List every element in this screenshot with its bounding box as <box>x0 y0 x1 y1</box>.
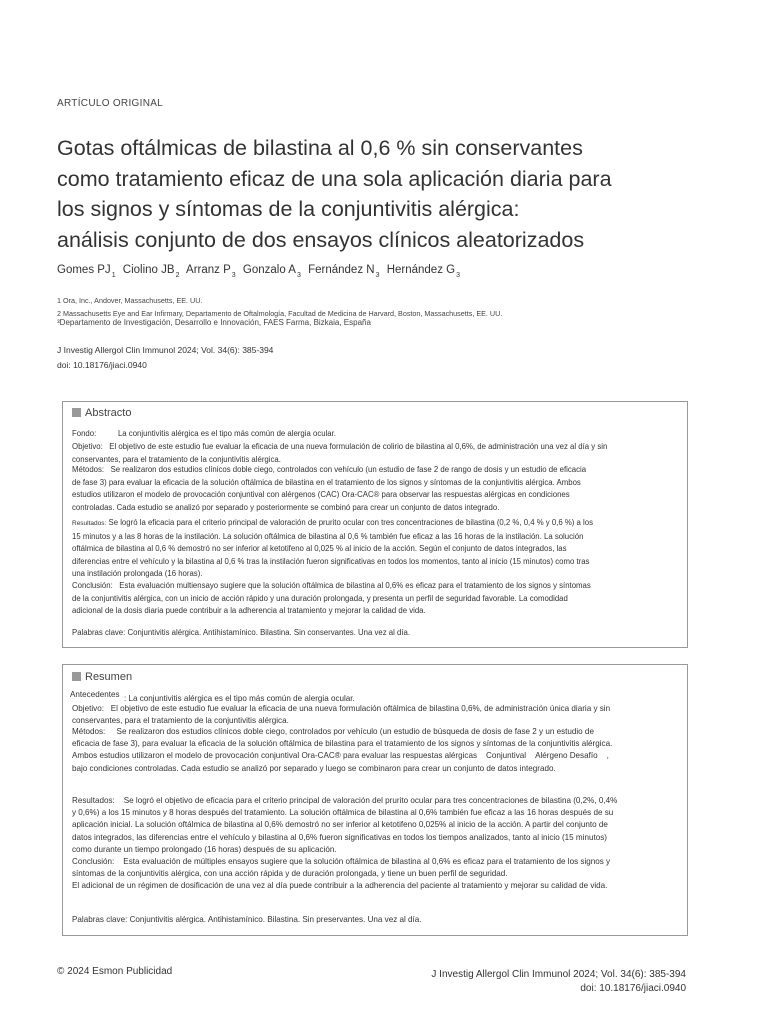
article-title <box>57 133 717 255</box>
resumen-antecedentes: Antecedentes : La conjuntivitis alérgica es el tipo más común de alergia ocular. <box>70 690 355 703</box>
author-affiliation-mark: 1 <box>111 272 116 279</box>
affiliation-3: ³Departamento de Investigación, Desarrollo e Innovación, FAES Farma, Bizkaia, España <box>57 318 371 327</box>
abstract-box <box>62 401 688 648</box>
author-affiliation-mark: 3 <box>296 272 301 279</box>
abstract-objetivo: Objetivo: El objetivo de este estudio fue evaluar la eficacia de una nueva formulación de colirio de bilastina al 0,6%, de administración una vez al día y sin conservantes, para el tratamiento de la conjuntivitis alérgica. <box>72 442 608 464</box>
author-name: Gonzalo A <box>242 264 296 276</box>
abstract-heading: Abstracto <box>72 407 131 419</box>
author-affiliation-mark: 2 <box>175 272 180 279</box>
title-line: análisis conjunto de dos ensayos clínicos aleatorizados <box>57 227 585 252</box>
footer-doi: doi: 10.18176/jiaci.0940 <box>580 983 686 994</box>
resumen-conclusion: Conclusión: Esta evaluación de múltiples ensayos sugiere que la solución oftálmica de bilastina al 0,6% es eficaz para el tratamiento de los signos y síntomas de la conjuntivitis alérgica, con una acción rápida y de duración prolongada, y tiene un buen perfil de seguridad. El adicional de un régimen de dosificación de una vez al día puede contribuir a la adherencia del paciente al tratamiento y mejorar su calidad de vida. <box>72 857 611 891</box>
resumen-resultados: Resultados: Se logró el objetivo de eficacia para el criterio principal de valoración del prurito ocular para tres concentraciones de bilastina (0,2%, 0,4% y 0,6%) a los 15 minutos y 8 horas después del tratamiento. La solución oftálmica de bilastina al 0,6% también fue eficaz a las 16 horas después de su aplicación inicial. La solución oftálmica de bilastina al 0,6% demostró no ser inferior al ketotifeno 0,025% al inicio de la acción. A partir del conjunto de datos integrados, las diferencias entre el vehículo y bilastina al 0,6% fueron significativas en todos los tiempos analizados, tanto al inicio (15 minutos) como durante un tiempo prolongado (16 horas) después de su aplicación. <box>72 796 618 854</box>
section-label: ARTÍCULO ORIGINAL <box>57 98 164 109</box>
title-line: como tratamiento eficaz de una sola aplicación diaria para <box>57 166 612 191</box>
resumen-objetivo: Objetivo: El objetivo de este estudio fue evaluar la eficacia de una nueva formulación oftálmica de bilastina 0,6%, de administración única diaria y sin conservantes, para el tratamiento de la conjuntivitis alérgica. <box>72 704 611 726</box>
bullet-square-icon <box>72 408 81 417</box>
author-name: Ciolino JB <box>122 264 175 276</box>
abstract-keywords: Palabras clave: Conjuntivitis alérgica. Antihistamínico. Bilastina. Sin conservantes. Una vez al día. <box>72 628 411 637</box>
abstract-resultados: Resultados: Se logró la eficacia para el criterio principal de valoración de prurito ocular con tres concentraciones de bilastina (0,2 %, 0,4 % y 0,6 %) a los 15 minutos y a las 8 horas de la instilación. La solución oftálmica de bilastina al 0,6 % también fue eficaz a las 16 horas de la instilación. La solución oftálmica de bilastina al 0,6 % demostró no ser inferior al ketotifeno al 0,025 % al inicio de la acción. Según el conjunto de datos integrados, las diferencias entre el vehículo y la bilastina al 0,6 % tras la instilación fueron significativas en todos los momentos, tanto al inicio (15 minutos) como tras una instilación prolongada (16 horas). <box>72 518 594 578</box>
affiliation-2: 2 Massachusetts Eye and Ear Infirmary, Departamento de Oftalmología, Facultad de Medicina de Harvard, Boston, Massachusetts, EE. UU. <box>57 309 503 318</box>
footer-citation <box>431 968 686 996</box>
author-affiliation-mark: 3 <box>231 272 236 279</box>
author-name: Arranz P <box>186 264 231 276</box>
title-line: Gotas oftálmicas de bilastina al 0,6 % sin conservantes <box>57 136 583 160</box>
author-name: Gomes PJ <box>57 264 111 276</box>
resumen-heading: Resumen <box>72 671 132 683</box>
abstract-metodos: Métodos: Se realizaron dos estudios clínicos doble ciego, controlados con vehículo (un estudio de fase 2 de rango de dosis y un estudio de eficacia de fase 3) para evaluar la eficacia de la solución oftálmica de bilastina en el tratamiento de los signos y síntomas de la conjuntivitis alérgica. Ambos estudios utilizaron el modelo de provocación conjuntival con alérgenos (CAC) Ora-CAC® para observar las respuestas alérgicas en condiciones controladas. Cada estudio se analizó por separado y posteriormente se combinó para crear un conjunto de datos integrado. <box>72 465 587 512</box>
copyright: © 2024 Esmon Publicidad <box>57 966 173 977</box>
affiliation-1: 1 Ora, Inc., Andover, Massachusetts, EE. UU. <box>57 296 203 305</box>
author-affiliation-mark: 3 <box>375 272 380 279</box>
title-line: los signos y síntomas de la conjuntivitis alérgica: <box>57 197 520 221</box>
journal-citation: J Investig Allergol Clin Immunol 2024; Vol. 34(6): 385-394 <box>57 345 274 355</box>
footer-journal: J Investig Allergol Clin Immunol 2024; Vol. 34(6): 385-394 <box>431 969 686 980</box>
resumen-metodos: Métodos: Se realizaron dos estudios clínicos doble ciego, controlados por vehículo (un estudio de búsqueda de dosis de fase 2 y un estudio de eficacia de fase 3), para evaluar la eficacia de la solución oftálmica de bilastina para el tratamiento de los signos y síntomas de la conjuntivitis alérgica. Ambos estudios utilizaron el modelo de provocación conjuntival Ora-CAC® para evaluar las respuestas alérgicas Conjuntival Alérgeno Desafío , bajo condiciones controladas. Cada estudio se analizó por separado y luego se combinaron para crear un conjunto de datos integrado. <box>72 727 613 773</box>
author-name: Fernández N <box>308 264 375 276</box>
abstract-conclusion: Conclusión: Esta evaluación multiensayo sugiere que la solución oftálmica de bilastina al 0,6% es eficaz para el tratamiento de los signos y síntomas de la conjuntivitis alérgica, con un inicio de acción rápido y una duración prolongada, y presenta un perfil de seguridad favorable. La comodidad adicional de la dosis diaria puede contribuir a la adherencia al tratamiento y mejorar la calidad de vida. <box>72 581 591 615</box>
author-name: Hernández G <box>386 264 456 276</box>
doi: doi: 10.18176/jiaci.0940 <box>57 360 147 370</box>
abstract-fondo: Fondo: La conjuntivitis alérgica es el tipo más común de alergia ocular. <box>72 429 336 438</box>
bullet-square-icon <box>72 672 81 681</box>
author-list <box>57 264 464 279</box>
resumen-keywords: Palabras clave: Conjuntivitis alérgica. Antihistamínico. Bilastina. Sin preservantes. Una vez al día. <box>72 915 422 924</box>
author-affiliation-mark: 3 <box>456 272 460 279</box>
resumen-box <box>62 664 688 936</box>
